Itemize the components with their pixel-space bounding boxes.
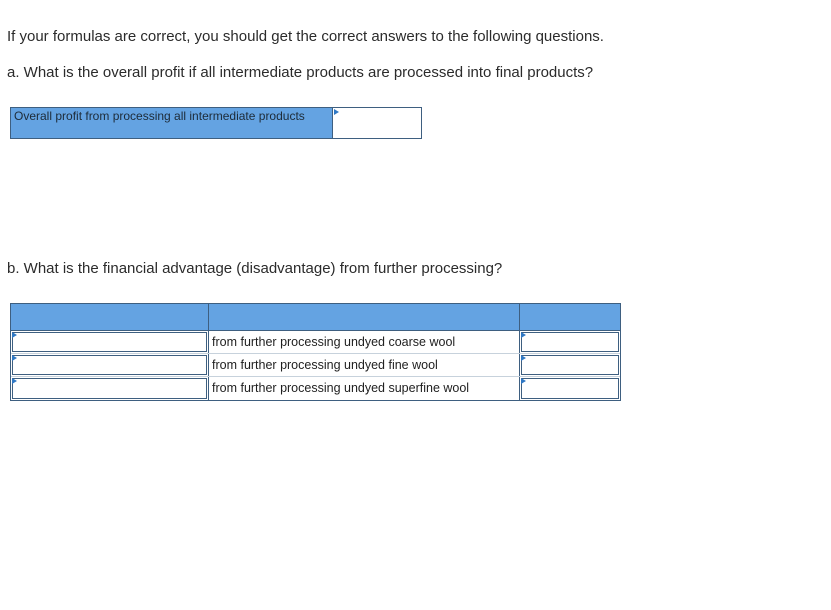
input-marker-icon (521, 355, 526, 361)
table-header-row (11, 304, 620, 331)
select-box (12, 355, 207, 375)
row-description: from further processing undyed coarse wool (209, 331, 520, 353)
overall-profit-label: Overall profit from processing all intermediate products (11, 108, 333, 138)
amount-input-coarse[interactable] (520, 331, 620, 353)
table-row (11, 354, 620, 377)
select-box (12, 378, 207, 399)
row-description: from further processing undyed superfine wool (209, 377, 520, 400)
advantage-select-fine[interactable] (11, 354, 209, 376)
input-marker-icon (521, 332, 526, 338)
table-row (11, 377, 620, 400)
advantage-select-superfine[interactable] (11, 377, 209, 400)
question-a-text: a. What is the overall profit if all intermediate products are processed into final products? (7, 64, 594, 81)
advantage-select-coarse[interactable] (11, 331, 209, 353)
header-cell (520, 304, 620, 330)
input-box (521, 355, 619, 375)
intro-text: If your formulas are correct, you should get the correct answers to the following questions. (7, 28, 604, 45)
input-marker-icon (12, 355, 17, 361)
amount-input-fine[interactable] (520, 354, 620, 376)
header-cell (11, 304, 209, 330)
row-description: from further processing undyed fine wool (209, 354, 520, 376)
input-marker-icon (12, 332, 17, 338)
input-marker-icon (521, 378, 526, 384)
question-b-text: b. What is the financial advantage (disadvantage) from further processing? (7, 260, 503, 277)
amount-input-superfine[interactable] (520, 377, 620, 400)
question-a-table (10, 107, 422, 139)
question-b-table (10, 303, 621, 401)
select-box (12, 332, 207, 352)
input-box (521, 378, 619, 399)
table-row (11, 331, 620, 354)
overall-profit-input[interactable] (333, 108, 421, 138)
input-marker-icon (12, 378, 17, 384)
input-marker-icon (334, 109, 339, 115)
input-box (521, 332, 619, 352)
header-cell (209, 304, 520, 330)
